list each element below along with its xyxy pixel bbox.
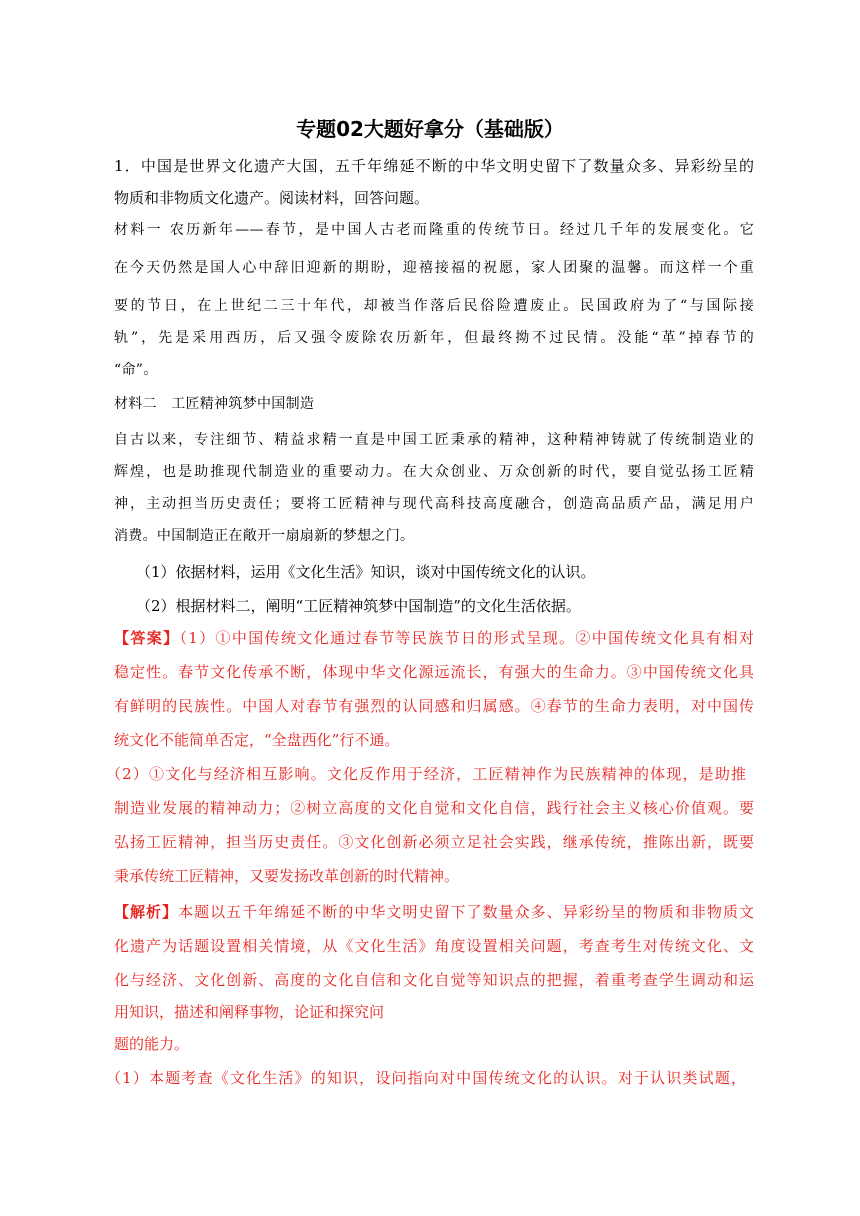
material2-title: 材料二 工匠精神筑梦中国制造 [114, 396, 315, 412]
answer-line: 弘扬工匠精神，担当历史责任。③文化创新必须立足社会实践，继承传统，推陈出新，既要 [114, 833, 754, 851]
material1-line: “命”。 [114, 362, 158, 378]
material2-line: 辉煌，也是助推现代制造业的重要动力。在大众创业、万众创新的时代，要自觉弘扬工匠精 [114, 464, 754, 480]
material1-line: 材料一 农历新年——春节，是中国人古老而隆重的传统节日。经过几千年的发展变化。它 [114, 222, 754, 238]
material1-line: 要的节日，在上世纪二三十年代，却被当作落后民俗险遭废止。民国政府为了“与国际接 [114, 298, 754, 314]
answer-line-1 [114, 628, 754, 648]
question-intro-line: 物质和非物质文化遗产。阅读材料，回答问题。 [114, 189, 430, 207]
answer-text: （1）①中国传统文化通过春节等民族节日的形式呈现。②中国传统文化具有相对 [179, 629, 754, 647]
answer-line: 有鲜明的民族性。中国人对春节有强烈的认同感和归属感。④春节的生命力表明，对中国传 [114, 697, 754, 715]
sub-question-2: （2）根据材料二，阐明“工匠精神筑梦中国制造”的文化生活依据。 [136, 597, 581, 615]
material1-line: 轨”，先是采用西历，后又强令废除农历新年，但最终拗不过民情。没能“革”掉春节的 [114, 330, 754, 346]
answer-line: 秉承传统工匠精神，又要发扬改革创新的时代精神。 [114, 867, 460, 885]
answer-label: 【答案】 [114, 629, 180, 647]
analysis-line: 化遗产为话题设置相关情境，从《文化生活》角度设置相关问题，考查考生对传统文化、文 [114, 937, 754, 955]
analysis-line: 题的能力。 [114, 1035, 190, 1053]
answer-line: 统文化不能简单否定，“全盘西化”行不通。 [114, 731, 400, 749]
analysis-label: 【解析】 [114, 903, 179, 921]
analysis-line: 化与经济、文化创新、高度的文化自信和文化自觉等知识点的把握，着重考查学生调动和运 [114, 971, 754, 989]
question-intro-line: 1．中国是世界文化遗产大国，五千年绵延不断的中华文明史留下了数量众多、异彩纷呈的 [114, 157, 754, 175]
material2-line: 自古以来，专注细节、精益求精一直是中国工匠秉承的精神，这种精神铸就了传统制造业的 [114, 432, 754, 448]
page-title: 专题02大题好拿分（基础版） [296, 117, 564, 141]
answer-line: 制造业发展的精神动力；②树立高度的文化自觉和文化自信，践行社会主义核心价值观。要 [114, 799, 754, 817]
sub-question-1: （1）依据材料，运用《文化生活》知识，谈对中国传统文化的认识。 [136, 563, 596, 581]
analysis-text: 本题以五千年绵延不断的中华文明史留下了数量众多、异彩纷呈的物质和非物质文 [178, 903, 754, 921]
analysis-line-1 [114, 902, 754, 922]
material2-line: 消费。中国制造正在敞开一扇扇新的梦想之门。 [114, 528, 415, 544]
material1-line: 在今天仍然是国人心中辞旧迎新的期盼，迎禧接福的祝愿，家人团聚的温馨。而这样一个重 [114, 260, 754, 276]
answer-line: 稳定性。春节文化传承不断，体现中华文化源远流长，有强大的生命力。③中国传统文化具 [114, 663, 754, 681]
material2-line: 神，主动担当历史责任；要将工匠精神与现代高科技高度融合，创造高品质产品，满足用户 [114, 496, 754, 512]
analysis-line: 用知识，描述和阐释事物，论证和探究问 [114, 1003, 385, 1021]
answer-line: （2）①文化与经济相互影响。文化反作用于经济，工匠精神作为民族精神的体现，是助推 [106, 765, 746, 783]
analysis-line: （1）本题考查《文化生活》的知识，设问指向对中国传统文化的认识。对于认识类试题， [106, 1069, 746, 1087]
